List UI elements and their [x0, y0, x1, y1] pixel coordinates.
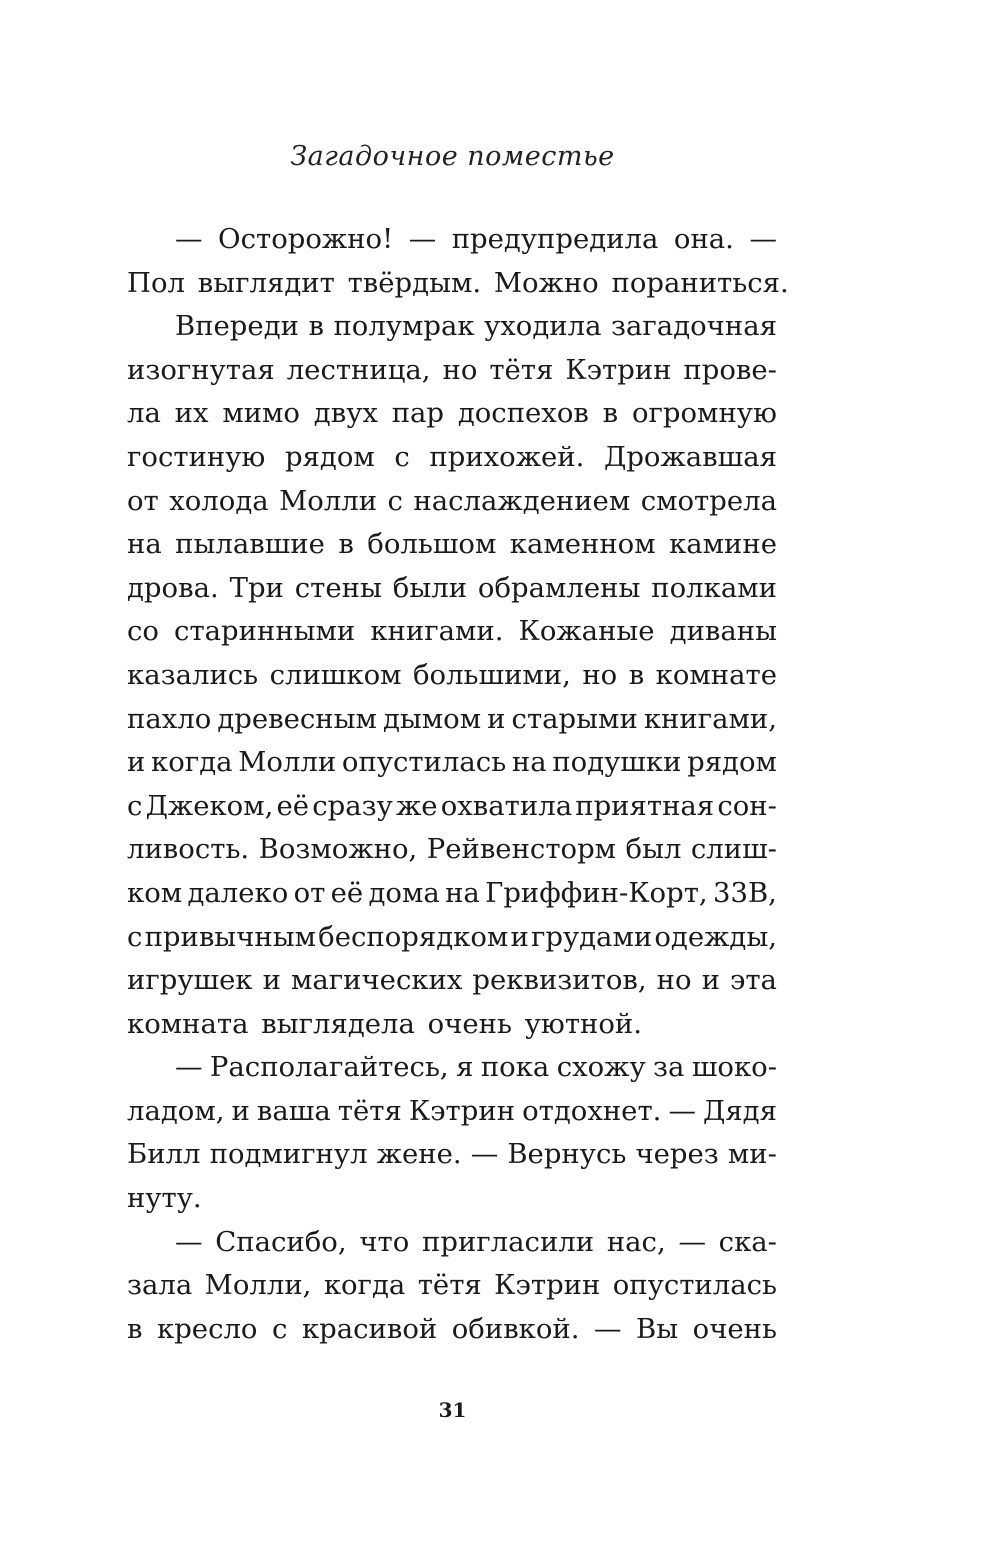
word: уходила: [484, 310, 602, 343]
text-line: [127, 610, 777, 654]
word: очень: [692, 1312, 777, 1345]
word: со: [127, 615, 159, 648]
word: в: [338, 528, 354, 561]
word: Осторожно!: [218, 223, 394, 255]
word: книгами,: [643, 702, 777, 735]
word: на: [511, 746, 547, 779]
word: и: [510, 920, 529, 953]
word: эта: [729, 964, 777, 997]
word: на: [445, 876, 480, 909]
word: Кэтрин: [565, 353, 672, 386]
word: её: [330, 876, 364, 909]
word: выглядела: [261, 1007, 428, 1040]
word: 33В,: [712, 876, 777, 909]
word: комната: [127, 1007, 262, 1040]
text-line: [127, 698, 777, 742]
text-line: [127, 872, 777, 916]
word: были: [392, 571, 468, 604]
word: —: [470, 1138, 499, 1171]
word: через: [635, 1138, 719, 1171]
word: дома: [368, 876, 440, 909]
word: опустилась: [341, 746, 507, 779]
word: и: [487, 702, 506, 735]
word: далеко: [187, 876, 289, 909]
text-line: [127, 1090, 777, 1134]
word: холода: [169, 484, 269, 517]
word: Вернусь: [507, 1138, 627, 1171]
word: очень: [427, 1007, 525, 1040]
word: казались: [127, 658, 259, 691]
word: она.: [673, 223, 734, 255]
word: отдохнет.: [522, 1094, 662, 1127]
word: её: [276, 789, 310, 822]
word: камине: [669, 528, 777, 561]
word: шоко-: [691, 1051, 777, 1084]
word: сон-: [717, 789, 777, 822]
word: привычным: [144, 920, 316, 953]
word: обивкой.: [451, 1312, 580, 1345]
word: когда: [151, 746, 233, 779]
word: изогнутая: [127, 353, 275, 386]
text-line: [127, 523, 777, 567]
word: в: [602, 397, 619, 430]
running-head: Загадочное поместье: [290, 141, 615, 172]
page-number: 31: [438, 1398, 467, 1422]
word: полками: [651, 571, 777, 604]
word: грудами: [530, 920, 653, 953]
word: уютной.: [524, 1007, 642, 1040]
word: жене.: [376, 1138, 462, 1171]
word: слиш-: [690, 833, 777, 866]
text-line: [127, 218, 777, 262]
word: пар: [391, 397, 445, 430]
word: гостиную: [127, 440, 266, 473]
word: наслаждением: [413, 484, 631, 517]
word: двух: [313, 397, 378, 430]
word: старинными: [174, 615, 356, 648]
word: Молли,: [204, 1269, 312, 1302]
word: —: [408, 223, 437, 255]
word: нас,: [606, 1225, 666, 1258]
word: твёрдым.: [347, 266, 494, 299]
word: каменном: [509, 528, 656, 561]
word: стены: [294, 571, 382, 604]
word: от: [293, 876, 326, 909]
word: от: [127, 484, 159, 517]
word: Молли: [238, 746, 337, 779]
word: ладом,: [127, 1094, 225, 1127]
word: большом: [367, 528, 497, 561]
text-line: [127, 480, 777, 524]
word: приятная: [575, 789, 715, 822]
word: игрушек: [127, 964, 253, 997]
text-line: [127, 349, 777, 393]
word: Кэтрин: [494, 1269, 601, 1302]
word: пылавшие: [175, 528, 325, 561]
word: загадочная: [611, 310, 777, 343]
word: Можно: [493, 266, 612, 299]
word: Впереди: [175, 310, 299, 343]
word: же: [396, 789, 438, 822]
word: но: [656, 964, 692, 997]
word: —: [175, 1225, 203, 1258]
word: охватила: [440, 789, 573, 822]
word: Билл: [127, 1138, 201, 1171]
text-line: [127, 1133, 777, 1177]
word: в: [308, 310, 324, 343]
word: что: [359, 1225, 410, 1258]
word: Возможно,: [258, 833, 418, 866]
word: —: [175, 1051, 203, 1084]
text-line: [127, 262, 789, 306]
word: полумрак: [333, 310, 475, 343]
word: Дрожавшая: [603, 440, 777, 473]
word: с: [272, 1312, 288, 1345]
text-line: [127, 1308, 777, 1352]
word: Дядя: [702, 1094, 777, 1127]
text-line: [127, 1221, 777, 1265]
word: магических: [290, 964, 463, 997]
word: ла: [127, 397, 161, 430]
word: Три: [229, 571, 284, 604]
word: тётя: [337, 1094, 402, 1127]
word: дрова.: [127, 571, 219, 604]
text-line: [127, 654, 777, 698]
word: одежды,: [654, 920, 777, 953]
word: схожу: [556, 1051, 646, 1084]
word: огромную: [631, 397, 777, 430]
word: кресло: [157, 1312, 258, 1345]
word: опустилась: [612, 1269, 777, 1302]
word: диваны: [669, 615, 777, 648]
word: пахло: [127, 702, 212, 735]
word: подмигнул: [209, 1138, 368, 1171]
word: прихожей.: [429, 440, 585, 473]
word: —: [749, 223, 777, 255]
word: книгами.: [370, 615, 504, 648]
word: Вы: [636, 1312, 679, 1345]
word: слишком: [269, 658, 402, 691]
word: беспорядком: [318, 920, 509, 953]
word: Располагайтесь,: [209, 1051, 449, 1084]
text-line: [127, 1046, 777, 1090]
text-line: [127, 305, 777, 349]
word: рядом: [687, 746, 777, 779]
word: ком: [127, 876, 183, 909]
word: красивой: [301, 1312, 438, 1345]
word: старыми: [511, 702, 638, 735]
word: обрамлены: [477, 571, 641, 604]
word: и: [262, 964, 281, 997]
word: Рейвенсторм: [426, 833, 617, 866]
word: ска-: [718, 1225, 777, 1258]
word: Молли: [279, 484, 378, 517]
word: —: [678, 1225, 706, 1258]
word: но: [442, 353, 478, 386]
word: лестница,: [286, 353, 431, 386]
word: пригласили: [422, 1225, 595, 1258]
word: я: [456, 1051, 474, 1084]
word: их: [174, 397, 209, 430]
text-line: [127, 785, 777, 829]
word: с: [127, 789, 143, 822]
word: Кэтрин: [408, 1094, 516, 1127]
text-line: [127, 567, 777, 611]
word: —: [175, 223, 203, 255]
text-line: [127, 436, 777, 480]
word: и: [127, 746, 146, 779]
word: пораниться.: [611, 266, 789, 299]
word: пока: [480, 1051, 550, 1084]
word: реквизитов,: [472, 964, 647, 997]
word: сразу: [312, 789, 393, 822]
text-line: [127, 959, 777, 1003]
word: —: [668, 1094, 696, 1127]
word: Гриффин-Корт,: [485, 876, 708, 909]
word: и: [701, 964, 720, 997]
word: ваша: [256, 1094, 331, 1127]
word: в: [628, 658, 645, 691]
word: с: [394, 440, 410, 473]
word: но: [582, 658, 618, 691]
word: подушки: [552, 746, 682, 779]
word: мимо: [222, 397, 300, 430]
word: с: [127, 920, 143, 953]
word: Джеком,: [145, 789, 274, 822]
word: комнате: [655, 658, 777, 691]
word: и: [231, 1094, 250, 1127]
text-line: [127, 392, 777, 436]
word: Спасибо,: [215, 1225, 347, 1258]
word: с: [387, 484, 403, 517]
word: тётя: [417, 1269, 482, 1302]
text-line: [127, 916, 777, 960]
text-line: [127, 741, 777, 785]
word: Пол: [127, 266, 198, 299]
word: ми-: [727, 1138, 777, 1171]
word: древесным: [217, 702, 377, 735]
word: дымом: [382, 702, 482, 735]
word: —: [594, 1312, 622, 1345]
word: за: [653, 1051, 685, 1084]
word: смотрела: [640, 484, 777, 517]
word: на: [127, 528, 162, 561]
text-line: [127, 1264, 777, 1308]
word: тётя: [489, 353, 554, 386]
word: прове-: [683, 353, 777, 386]
word: зала: [127, 1269, 193, 1302]
body-text: [127, 218, 789, 1351]
text-line: [127, 828, 777, 872]
word: предупредила: [451, 223, 659, 255]
word: доспехов: [457, 397, 589, 430]
text-line: [127, 1003, 777, 1047]
text-line: [127, 1177, 777, 1221]
word: выглядит: [197, 266, 348, 299]
word: Кожаные: [518, 615, 655, 648]
word: большими,: [412, 658, 571, 691]
word: ливость.: [127, 833, 250, 866]
word: нуту.: [127, 1182, 202, 1215]
word: в: [127, 1312, 143, 1345]
word: рядом: [284, 440, 375, 473]
word: когда: [323, 1269, 406, 1302]
word: был: [625, 833, 682, 866]
